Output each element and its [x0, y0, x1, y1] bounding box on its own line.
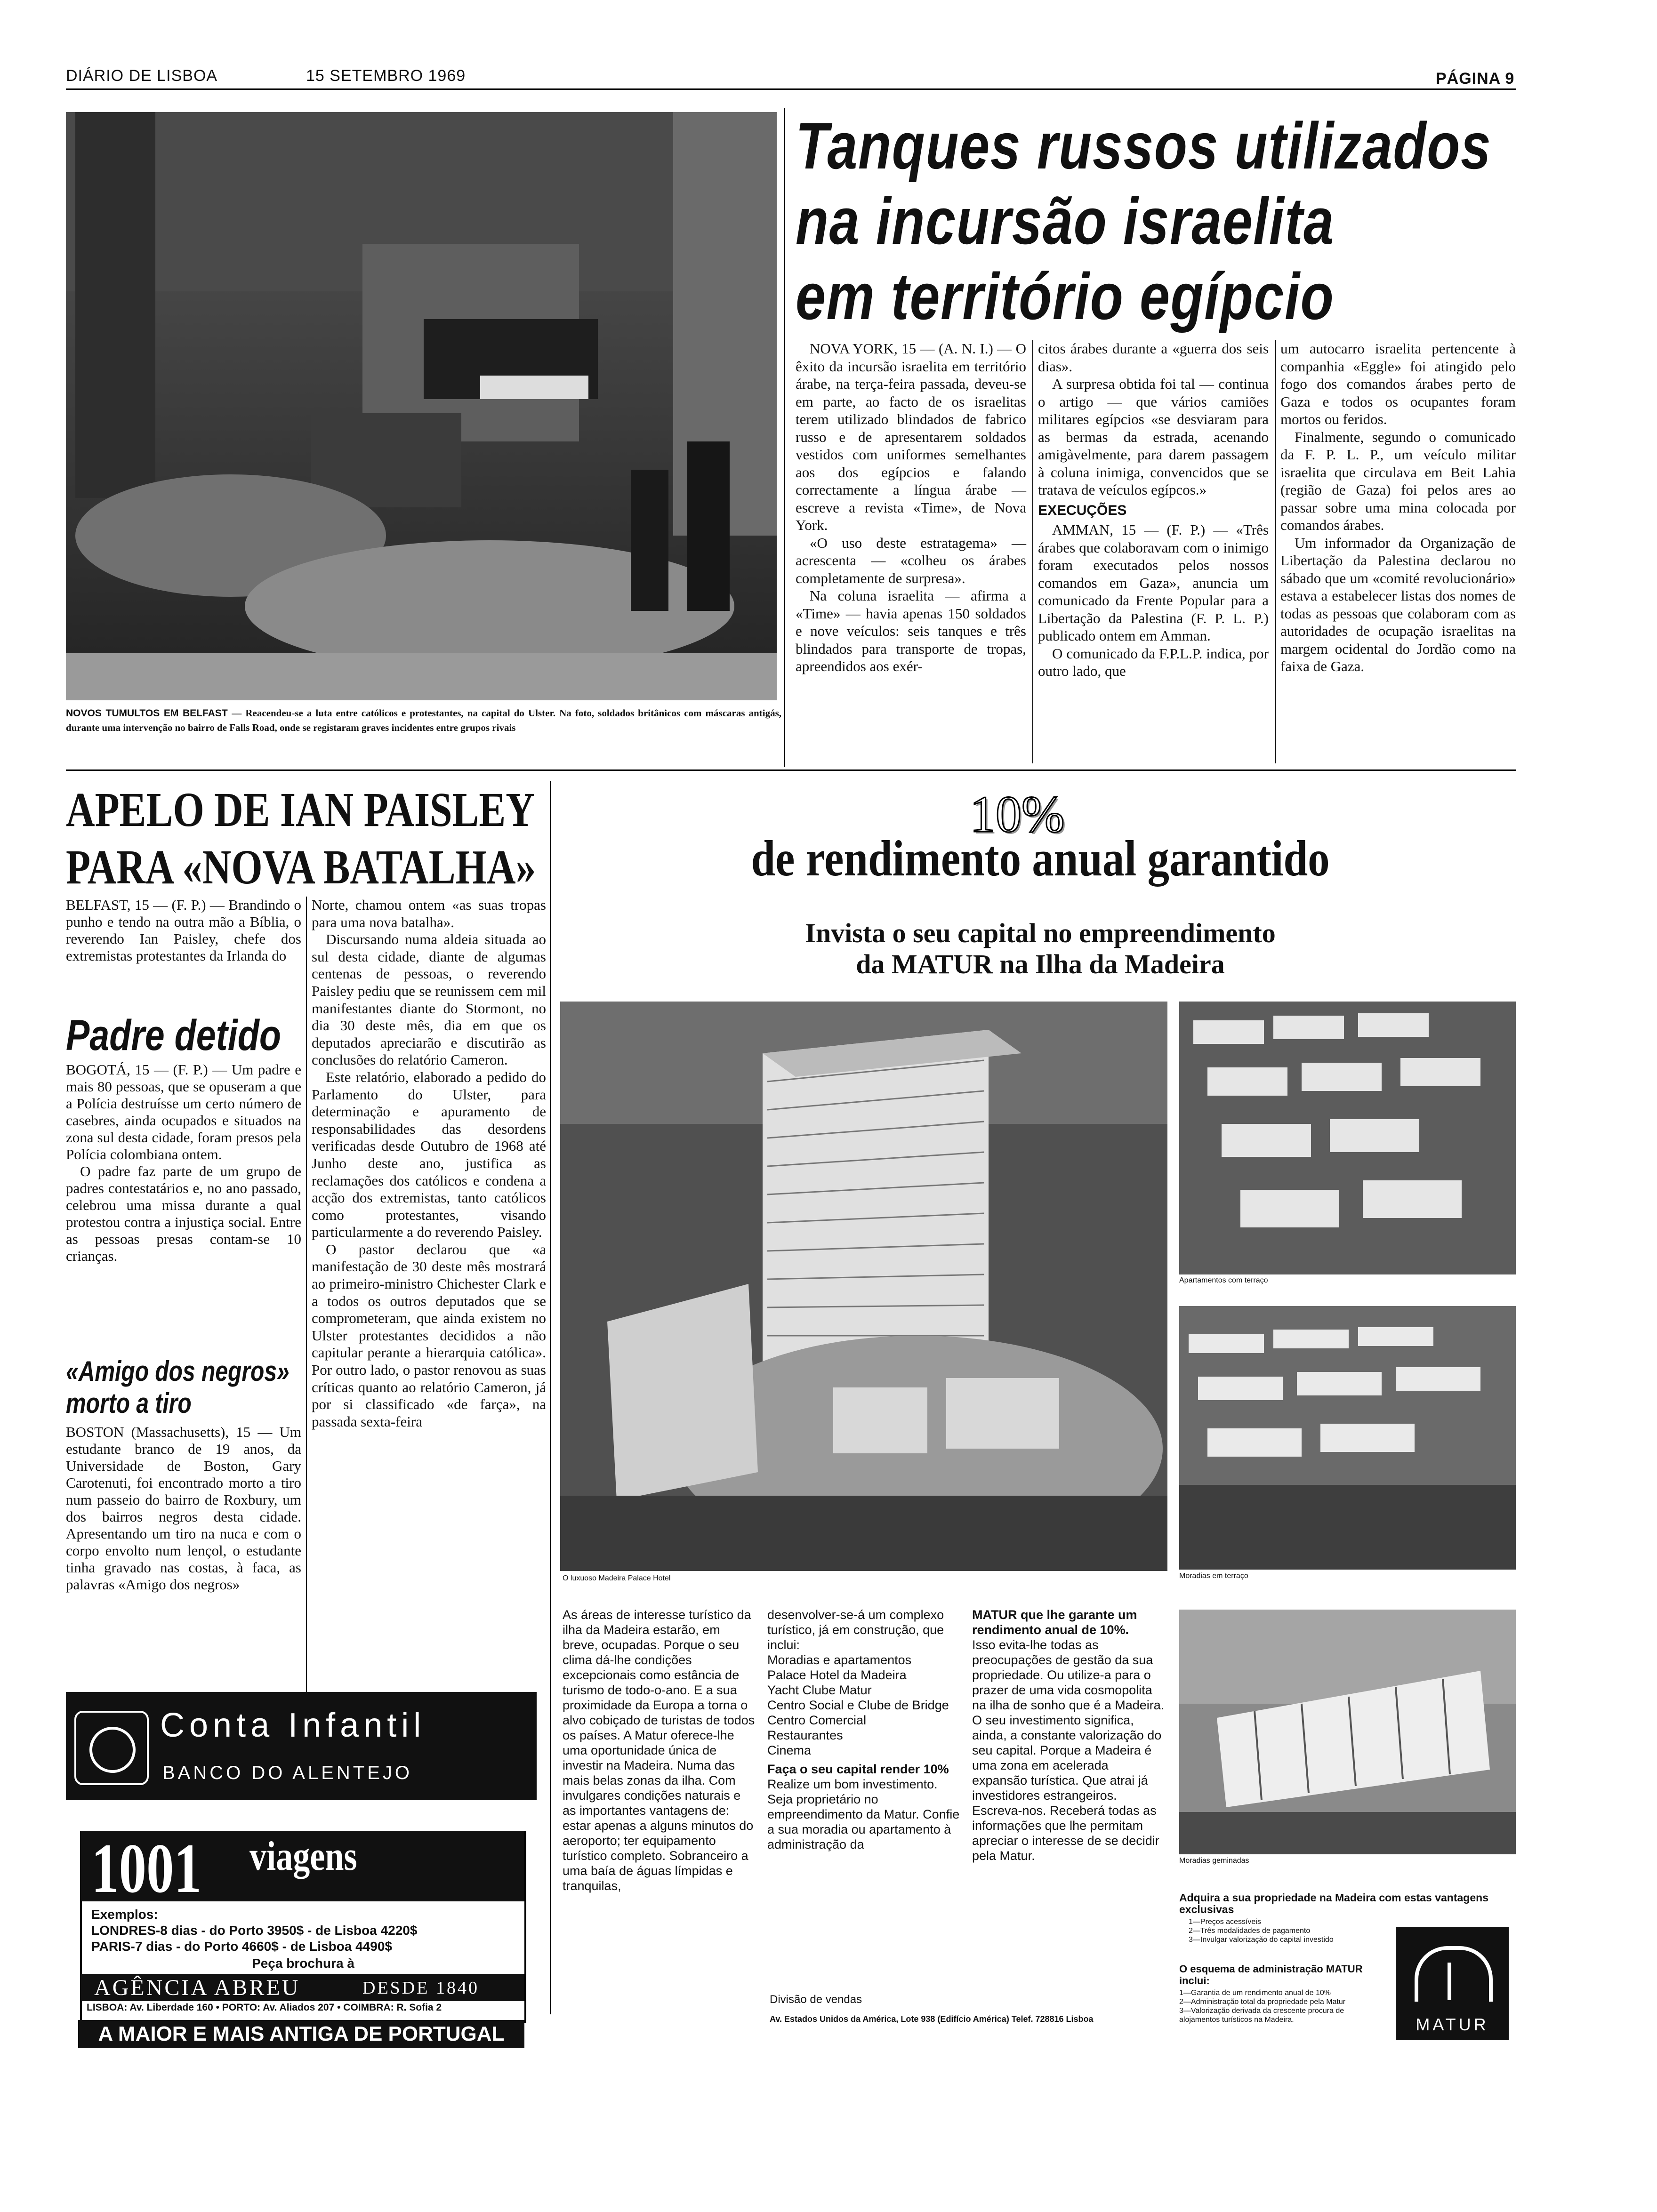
- logo-circle-icon: [89, 1727, 136, 1773]
- conta-infantil-ad: [66, 1692, 537, 1800]
- tanques-paragraph: um autocarro israelita pertencente à companhia «Eggle» foi atingido pelo fogo dos comandos árabes perto de Gaza e todos os ocupantes foram mortos ou feridos.: [1280, 340, 1516, 427]
- tanques-paragraph: Finalmente, segundo o comunicado da F. P. L. P., um veículo militar israelita que circulava em Beit Lahia (região de Gaza) foi pelos ares ao passar sobre uma mina colocada por comandos árabes.: [1280, 428, 1516, 533]
- page-number: PÁGINA 9: [1436, 70, 1515, 88]
- administration-title: O esquema de administração MATUR inclui:: [1179, 1963, 1363, 1987]
- tanques-column-2: [1038, 340, 1269, 680]
- amigo-headline-line: «Amigo dos negros»: [66, 1355, 290, 1387]
- column-rule: [1275, 340, 1276, 763]
- sales-address: Av. Estados Unidos da América, Lote 938 (Edifício América) Telef. 728816 Lisboa: [770, 2014, 1094, 2024]
- amigo-headline-line: morto a tiro: [66, 1387, 192, 1419]
- tanques-paragraph: O comunicado da F.P.L.P. indica, por outro lado, que: [1038, 645, 1269, 679]
- column-rule: [784, 108, 785, 767]
- advantage-item: 3—Invulgar valorização do capital investido: [1189, 1936, 1334, 1944]
- section-rule: [66, 769, 1516, 771]
- administration-list: [1179, 1988, 1377, 2024]
- matur-subheadline: [560, 918, 1520, 980]
- viagens-number: 1001: [91, 1829, 201, 1907]
- paisley-paragraph: Discursando numa aldeia situada ao sul desta cidade, diante de algumas centenas de pessoas, o reverendo Paisley pediu que se reunissem cem mil manifestantes diante do Stormont, no dia 30 deste mês, dia em que os deputados apreciarão e discutirão as conclusões do relatório Cameron.: [312, 931, 546, 1068]
- viagens-brochure: Peça brochura à: [252, 1956, 354, 1971]
- padre-paragraph: BOGOTÁ, 15 — (F. P.) — Um padre e mais 80 pessoas, que se opuseram a que a Polícia destruísse um certo número de casebres, ainda ocupados e situados na zona sul desta cidade, foram presos pela Polícia colombiana ontem.: [66, 1061, 301, 1162]
- tanques-headline: [796, 108, 1492, 334]
- column-rule: [550, 781, 551, 2014]
- newspaper-name: DIÁRIO DE LISBOA: [66, 67, 218, 85]
- matur-column-2: [767, 1607, 960, 1852]
- matur-headline: de rendimento anual garantido: [751, 831, 1330, 887]
- moradias-photo: [1179, 1306, 1516, 1570]
- matur-render-heading: Faça o seu capital render 10%: [767, 1762, 949, 1776]
- agencia-abreu-banner: [80, 1974, 524, 2001]
- matur-sub-line: da MATUR na Ilha da Madeira: [856, 949, 1225, 979]
- amigo-column: [66, 1424, 301, 1593]
- paisley-column-2: [312, 897, 546, 1430]
- viagens-examples-label: Exemplos:: [91, 1907, 158, 1922]
- matur-paragraph: desenvolver-se-á um complexo turístico, já em construção, que inclui:: [767, 1608, 944, 1652]
- hotel-photo: [560, 1002, 1167, 1571]
- column-rule: [306, 897, 307, 1720]
- geminadas-caption: Moradias geminadas: [1179, 1857, 1249, 1865]
- matur-list-item: Palace Hotel da Madeira: [767, 1668, 907, 1682]
- viagens-london-offer: LONDRES-8 dias - do Porto 3950$ - de Lisboa 4220$: [91, 1923, 418, 1938]
- paisley-paragraph: BELFAST, 15 — (F. P.) — Brandindo o punho e tendo na outra mão a Bíblia, o reverendo Ian Paisley, chefe dos extremistas protestantes da Irlanda do: [66, 897, 301, 964]
- matur-arch-stem: [1448, 1963, 1451, 2000]
- column-rule: [1032, 340, 1033, 763]
- padre-headline: Padre detido: [66, 1011, 281, 1059]
- agencia-since: DESDE 1840: [362, 1978, 479, 1998]
- ten-percent: 10%: [970, 785, 1065, 843]
- matur-column-3: [972, 1607, 1165, 1863]
- tanques-paragraph: Um informador da Organização de Libertação da Palestina declarou no sábado que um «comité revolucionário» estava a estabelecer listas dos nomes de todas as pessoas que colaboram com as autoridades de ocupação israelitas na margem ocidental do Jordão como na faixa de Gaza.: [1280, 534, 1516, 674]
- matur-logo: [1396, 1927, 1509, 2040]
- execucoes-subhead: EXECUÇÕES: [1038, 502, 1127, 518]
- matur-paragraph: Realize um bom investimento. Seja proprietário no empreendimento da Matur. Confie a sua moradia ou apartamento à administração da: [767, 1777, 960, 1851]
- matur-column-1: [563, 1607, 756, 1893]
- paisley-headline-line: APELO DE IAN PAISLEY: [66, 783, 535, 837]
- viagens-paris-offer: PARIS-7 dias - do Porto 4660$ - de Lisboa 4490$: [91, 1939, 393, 1954]
- matur-arch-icon: [1415, 1946, 1493, 2002]
- matur-list-item: Centro Comercial: [767, 1713, 867, 1727]
- advantage-item: 2—Três modalidades de pagamento: [1189, 1927, 1311, 1935]
- agencia-addresses: LISBOA: Av. Liberdade 160 • PORTO: Av. Aliados 207 • COIMBRA: R. Sofia 2: [87, 2002, 442, 2013]
- banco-alentejo-logo: [74, 1711, 149, 1785]
- tanques-paragraph: NOVA YORK, 15 — (A. N. I.) — O êxito da incursão israelita em território árabe, na terça-feira passada, deveu-se em parte, ao facto de os israelitas terem utilizado blindados de fabrico russo e de apresentarem soldados vestidos com uniformes semelhantes aos dos egípcios e falando correctamente a língua árabe — escreve a revista «Time», de Nova York.: [796, 340, 1026, 533]
- tanques-column-1: [796, 340, 1026, 675]
- viagens-ad: [80, 1831, 526, 2023]
- belfast-caption-text: — Reacendeu-se a luta entre católicos e protestantes, na capital do Ulster. Na foto, soldados britânicos com máscaras antigás, durante uma intervenção no bairro de Falls Road, onde se registaram graves incidentes entre grupos rivais: [66, 707, 781, 733]
- advantage-item: 1—Preços acessíveis: [1189, 1918, 1261, 1926]
- paisley-headline: [66, 781, 536, 896]
- matur-sub-line: Invista o seu capital no empreendimento: [805, 918, 1276, 948]
- tanques-column-3: [1280, 340, 1516, 675]
- amigo-paragraph: BOSTON (Massachusetts), 15 — Um estudante branco de 19 anos, da Universidade de Boston, Gary Carotenuti, foi encontrado morto a tiro num passeio do bairro de Roxbury, um dos bairros negros desta cidade. Apresentando um tiro na nuca e com o corpo envolto num lençol, o estudante tinha gravado nas costas, à faca, as palavras «Amigo dos negros»: [66, 1424, 301, 1593]
- apartamentos-caption: Apartamentos com terraço: [1179, 1276, 1268, 1284]
- matur-list-item: Cinema: [767, 1743, 812, 1757]
- belfast-photo: [66, 112, 777, 700]
- conta-infantil-title: Conta Infantil: [160, 1707, 426, 1744]
- matur-paragraph: Isso evita-lhe todas as preocupações de gestão da sua propriedade. Ou utilize-a para o prazer de uma vida cosmopolita na ilha de sonho que é a Madeira. O seu investimento significa, ainda, a constante valorização do seu capital. Porque a Madeira é uma zona em acelerada expansão turística. Que atrai já investidores estrangeiros. Escreva-nos. Receberá todas as informações que lhe permitam apreciar o interesse de se decidir pela Matur.: [972, 1638, 1165, 1863]
- moradias-caption: Moradias em terraço: [1179, 1572, 1248, 1580]
- tanques-paragraph: Na coluna israelita — afirma a «Time» — havia apenas 150 soldados e nove veículos: seis tanques e três blindados para transporte de tropas, apreendidos aos exér-: [796, 587, 1026, 674]
- viagens-word: viagens: [249, 1834, 357, 1879]
- hotel-caption: O luxuoso Madeira Palace Hotel: [563, 1574, 671, 1582]
- tanques-paragraph: AMMAN, 15 — (F. P.) — «Três árabes que colaboravam com o inimigo foram executados pelos nossos comandos em Gaza», anuncia um comunicado da Frente Popular para a Libertação da Palestina (F. P. L. P.) publicado ontem em Amman.: [1038, 521, 1269, 644]
- tanques-headline-line: Tanques russos utilizados: [796, 109, 1492, 183]
- matur-paragraph: As áreas de interesse turístico da ilha da Madeira estarão, em breve, ocupadas. Porque o seu clima dá-lhe condições excepcionais como estância de turismo de todo-o-ano. E a sua proximidade da Europa a torna o alvo cobiçado de turistas de todos os países. A Matur oferece-lhe uma oportunidade única de investir na Madeira. Numa das mais belas zonas da ilha. Com invulgares condições naturais e as importantes vantagens de: estar apenas a alguns minutos do aeroporto; ter equipamento turístico completo. Sobranceiro a uma baía de águas límpidas e tranquilas,: [563, 1608, 755, 1893]
- issue-date: 15 SETEMBRO 1969: [306, 67, 466, 85]
- header-rule: [66, 88, 1516, 90]
- banco-alentejo-name: BANCO DO ALENTEJO: [162, 1763, 412, 1783]
- geminadas-photo: [1179, 1610, 1516, 1854]
- tanques-headline-line: em território egípcio: [796, 259, 1335, 333]
- viagens-banner: [80, 1829, 524, 1907]
- paisley-paragraph: Norte, chamou ontem «as suas tropas para uma nova batalha».: [312, 897, 546, 930]
- belfast-caption: [66, 706, 781, 735]
- tanques-paragraph: citos árabes durante a «guerra dos seis dias».: [1038, 340, 1269, 375]
- administration-item: 2—Administração total da propriedade pela Matur: [1179, 1998, 1346, 2006]
- padre-column: [66, 1061, 301, 1265]
- sales-division-label: Divisão de vendas: [770, 1993, 862, 2006]
- tanques-paragraph: A surpresa obtida foi tal — continua o artigo — que vários camiões militares egípcios «se desviaram para as bermas da estrada, acenando amigàvelmente, para darem passagem à coluna inimiga, convencidos que se tratava de veículos egípcos.»: [1038, 376, 1269, 498]
- agencia-slogan: A MAIOR E MAIS ANTIGA DE PORTUGAL: [78, 2020, 524, 2048]
- matur-logo-text: MATUR: [1416, 2015, 1489, 2034]
- apartamentos-photo: [1179, 1002, 1516, 1274]
- paisley-column-1: [66, 897, 301, 964]
- tanques-headline-line: na incursão israelita: [796, 184, 1335, 258]
- tanques-paragraph: «O uso deste estratagema» — acrescenta — «colheu os árabes completamente de surpresa».: [796, 534, 1026, 586]
- administration-item: 3—Valorização derivada da crescente procura de alojamentos turísticos na Madeira.: [1179, 2007, 1344, 2024]
- matur-list-item: Yacht Clube Matur: [767, 1683, 872, 1697]
- matur-guarantee: MATUR que lhe garante um rendimento anual de 10%.: [972, 1608, 1137, 1637]
- paisley-headline-line: PARA «NOVA BATALHA»: [66, 840, 536, 894]
- matur-list-item: Restaurantes: [767, 1728, 843, 1742]
- advantages-title: Adquira a sua propriedade na Madeira com estas vantagens exclusivas: [1179, 1891, 1488, 1915]
- amigo-headline: [66, 1355, 299, 1419]
- padre-paragraph: O padre faz parte de um grupo de padres contestatários e, no ano passado, celebrou uma missa durante a qual protestou contra a injustiça social. Entre as pessoas presas contam-se 10 crianças.: [66, 1163, 301, 1264]
- paisley-paragraph: Este relatório, elaborado a pedido do Parlamento do Ulster, para determinação e apuramento de responsabilidades das desordens verificadas desde Outubro de 1968 até Junho deste ano, justifica as reclamações dos católicos e condena a acção dos extremistas, tanto católicos como protestantes, visando particularmente a do reverendo Paisley.: [312, 1068, 546, 1241]
- matur-list-item: Moradias e apartamentos: [767, 1653, 912, 1667]
- matur-list-item: Centro Social e Clube de Bridge: [767, 1698, 949, 1712]
- belfast-caption-title: NOVOS TUMULTOS EM BELFAST: [66, 708, 228, 719]
- paisley-paragraph: O pastor declarou que «a manifestação de 30 deste mês mostrará ao primeiro-ministro Chichester Clark e a todos os outros deputados que se comprometeram, que ainda existem no Ulster protestantes decididos a não capitular perante a hierarquia católica». Por outro lado, o pastor renovou as suas críticas quanto ao relatório Cameron, já por si classificado «de farça», na passada sexta-feira: [312, 1241, 546, 1430]
- agencia-abreu-name: AGÊNCIA ABREU: [94, 1975, 300, 2000]
- administration-item: 1—Garantia de um rendimento anual de 10%: [1179, 1989, 1331, 1997]
